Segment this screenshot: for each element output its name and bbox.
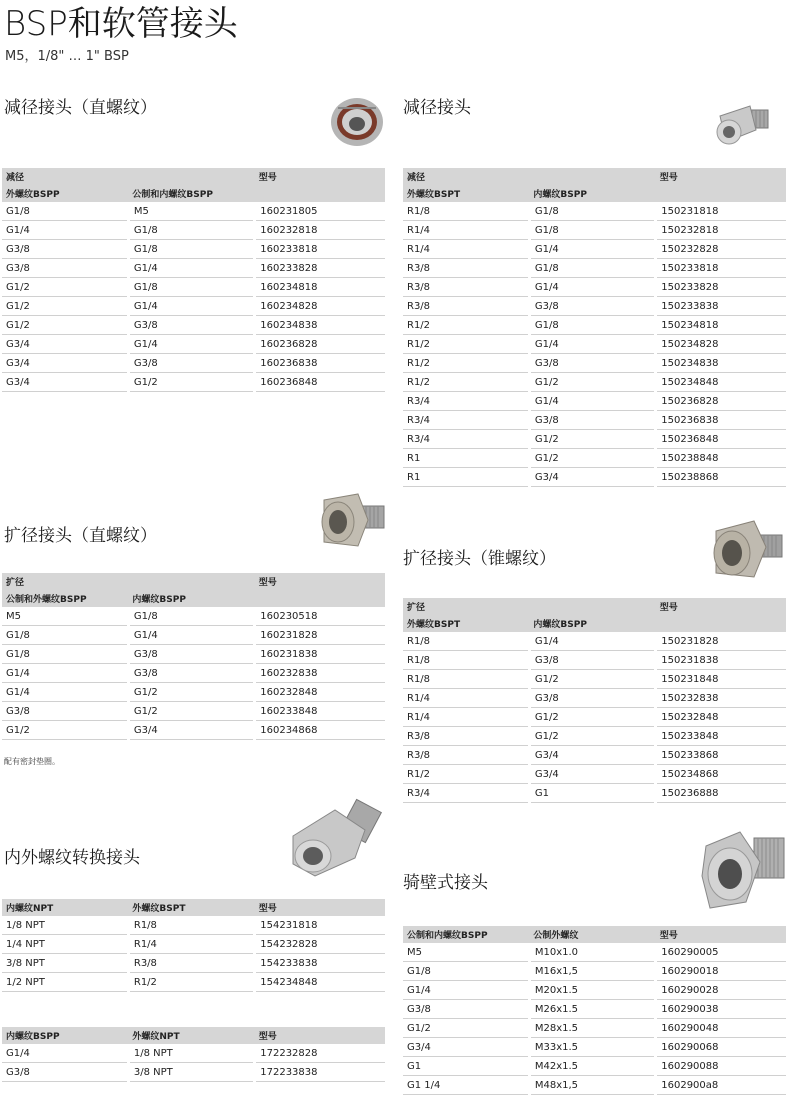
section-title-expander-taper: 扩径接头（锥螺纹）: [403, 549, 556, 569]
column-header-blank: [255, 185, 385, 202]
table-cell: G1/4: [529, 240, 655, 259]
group-header: 扩径: [2, 573, 128, 590]
table-cell: G1: [529, 784, 655, 803]
table-row: [403, 784, 786, 803]
thread-adapter-photo-icon: [285, 796, 385, 882]
table-cell: R3/8: [403, 746, 529, 765]
group-header-blank: [128, 168, 254, 185]
table-cell: 160233818: [255, 240, 385, 259]
table-cell: G1/2: [128, 683, 254, 702]
table-cell: G3/8: [128, 354, 254, 373]
table-cell: R1/2: [403, 765, 529, 784]
table-cell: G1/4: [529, 632, 655, 651]
table-row: [403, 468, 786, 487]
table-cell: 160230518: [255, 607, 385, 626]
table-cell: G3/4: [2, 373, 128, 392]
table-cell: 160290005: [656, 943, 786, 962]
table-row: [403, 962, 786, 981]
table-cell: M42x1.5: [529, 1057, 655, 1076]
reducer-table: [403, 168, 786, 487]
table-cell: 150232838: [656, 689, 786, 708]
model-header: 型号: [255, 573, 385, 590]
table-row: [2, 278, 385, 297]
column-header: 公制和内螺纹BSPP: [128, 185, 254, 202]
table-cell: G1/8: [128, 240, 254, 259]
table-cell: G3/8: [2, 1063, 128, 1082]
table-cell: R1/8: [128, 916, 254, 935]
table-cell: G1/4: [403, 981, 529, 1000]
table-cell: M10x1.0: [529, 943, 655, 962]
table-cell: G3/8: [128, 645, 254, 664]
table-cell: 150231828: [656, 632, 786, 651]
table-cell: G1/2: [2, 721, 128, 740]
table-row: [2, 916, 385, 935]
table-row: [2, 316, 385, 335]
table-cell: 160236838: [255, 354, 385, 373]
table-cell: G1/2: [2, 316, 128, 335]
table-row: [2, 297, 385, 316]
table-cell: G1/4: [529, 278, 655, 297]
table-cell: 1602900a8: [656, 1076, 786, 1095]
table-cell: R3/4: [403, 411, 529, 430]
table-row: [403, 689, 786, 708]
reducer-straight-table: [2, 168, 385, 392]
column-header: 内螺纹NPT: [2, 899, 128, 916]
table-cell: 1/2 NPT: [2, 973, 128, 992]
table-row: [403, 221, 786, 240]
table-cell: 150234868: [656, 765, 786, 784]
table-cell: 160231838: [255, 645, 385, 664]
column-header: 外螺纹BSPT: [403, 615, 529, 632]
seal-note: 配有密封垫圈。: [4, 757, 60, 766]
column-header-blank: [656, 615, 786, 632]
table-cell: 160290018: [656, 962, 786, 981]
table-cell: G1/4: [2, 1044, 128, 1063]
group-header: 扩径: [403, 598, 529, 615]
table-cell: 160290068: [656, 1038, 786, 1057]
table-cell: R3/8: [403, 278, 529, 297]
table-cell: 160232818: [255, 221, 385, 240]
table-cell: 150231848: [656, 670, 786, 689]
column-header: 外螺纹NPT: [128, 1027, 254, 1044]
table-row: [403, 1038, 786, 1057]
table-row: [2, 954, 385, 973]
table-row: [403, 240, 786, 259]
table-cell: G1/8: [2, 626, 128, 645]
table-cell: G1/4: [128, 335, 254, 354]
table-cell: M5: [2, 607, 128, 626]
table-row: [2, 354, 385, 373]
table-cell: G3/8: [529, 411, 655, 430]
table-cell: 160290048: [656, 1019, 786, 1038]
column-header: 内螺纹BSPP: [2, 1027, 128, 1044]
table-cell: M48x1,5: [529, 1076, 655, 1095]
table-cell: R1/2: [403, 316, 529, 335]
table-cell: 160290038: [656, 1000, 786, 1019]
table-cell: G1/4: [529, 392, 655, 411]
table-cell: 150231838: [656, 651, 786, 670]
table-cell: R1/4: [128, 935, 254, 954]
table-cell: G1/2: [2, 278, 128, 297]
table-row: [403, 708, 786, 727]
table-cell: G1/2: [403, 1019, 529, 1038]
table-cell: G1/2: [529, 430, 655, 449]
table-row: [403, 449, 786, 468]
table-row: [2, 202, 385, 221]
column-header: 外螺纹BSPT: [403, 185, 529, 202]
group-header: 减径: [403, 168, 529, 185]
table-row: [403, 1000, 786, 1019]
table-cell: G1/8: [2, 645, 128, 664]
table-cell: G1/8: [403, 962, 529, 981]
column-header: 外螺纹BSPT: [128, 899, 254, 916]
table-cell: 160231805: [255, 202, 385, 221]
table-cell: G3/8: [128, 316, 254, 335]
table-cell: M5: [128, 202, 254, 221]
table-row: [403, 335, 786, 354]
table-cell: G3/8: [403, 1000, 529, 1019]
table-row: [2, 221, 385, 240]
table-cell: G1/2: [128, 702, 254, 721]
table-cell: G1/4: [2, 683, 128, 702]
table-row: [2, 1063, 385, 1082]
table-cell: 160234868: [255, 721, 385, 740]
expander-taper-table: [403, 598, 786, 803]
adapter-table-bspp-npt: [2, 1027, 385, 1082]
table-cell: G1/4: [128, 626, 254, 645]
table-cell: R1/8: [403, 670, 529, 689]
table-cell: 150232828: [656, 240, 786, 259]
group-header-blank: [529, 168, 655, 185]
table-cell: 150233848: [656, 727, 786, 746]
table-cell: 150236828: [656, 392, 786, 411]
table-cell: 160236848: [255, 373, 385, 392]
table-cell: 150236838: [656, 411, 786, 430]
table-row: [403, 430, 786, 449]
column-header: 内螺纹BSPP: [529, 185, 655, 202]
table-row: [2, 683, 385, 702]
table-cell: G1/8: [529, 259, 655, 278]
table-cell: R1/8: [403, 202, 529, 221]
column-header: 型号: [255, 1027, 385, 1044]
table-cell: R1/2: [403, 335, 529, 354]
table-cell: 150233828: [656, 278, 786, 297]
table-cell: G3/4: [2, 335, 128, 354]
table-row: [403, 765, 786, 784]
adapter-table-npt-bspt: [2, 899, 385, 992]
table-row: [2, 259, 385, 278]
table-cell: 160234828: [255, 297, 385, 316]
table-cell: M16x1,5: [529, 962, 655, 981]
column-header-blank: [255, 590, 385, 607]
table-cell: G1/2: [529, 670, 655, 689]
table-cell: G1/8: [529, 202, 655, 221]
table-cell: R3/4: [403, 392, 529, 411]
table-cell: 160232848: [255, 683, 385, 702]
table-cell: 160231828: [255, 626, 385, 645]
table-cell: 150234838: [656, 354, 786, 373]
table-cell: R1/2: [403, 373, 529, 392]
table-cell: R1/4: [403, 240, 529, 259]
table-cell: 160290028: [656, 981, 786, 1000]
table-cell: G3/8: [529, 689, 655, 708]
table-cell: R1/4: [403, 221, 529, 240]
table-row: [2, 1044, 385, 1063]
table-cell: G1/2: [529, 449, 655, 468]
table-cell: G1/4: [2, 664, 128, 683]
table-row: [2, 607, 385, 626]
column-header: 公制和内螺纹BSPP: [403, 926, 529, 943]
table-row: [403, 1076, 786, 1095]
table-cell: G3/4: [529, 746, 655, 765]
table-cell: G3/8: [128, 664, 254, 683]
reducer-taper-photo-icon: [712, 96, 772, 150]
table-cell: 150233818: [656, 259, 786, 278]
table-row: [2, 240, 385, 259]
table-cell: 172232828: [255, 1044, 385, 1063]
table-cell: 160233848: [255, 702, 385, 721]
table-cell: G1/4: [2, 221, 128, 240]
table-cell: 1/4 NPT: [2, 935, 128, 954]
column-header: 内螺纹BSPP: [529, 615, 655, 632]
table-row: [2, 721, 385, 740]
table-cell: 150232818: [656, 221, 786, 240]
table-cell: R3/4: [403, 784, 529, 803]
section-title-bulkhead: 骑壁式接头: [403, 873, 488, 893]
table-cell: G1/4: [128, 259, 254, 278]
table-row: [403, 1057, 786, 1076]
table-cell: R1: [403, 468, 529, 487]
model-header: 型号: [656, 168, 786, 185]
bulkhead-fitting-photo-icon: [700, 822, 790, 916]
table-cell: M5: [403, 943, 529, 962]
table-cell: 150238868: [656, 468, 786, 487]
table-row: [403, 943, 786, 962]
table-cell: G1/4: [529, 335, 655, 354]
table-row: [2, 935, 385, 954]
bulkhead-table: [403, 926, 786, 1095]
page-title: BSP和软管接头: [4, 4, 238, 44]
table-cell: 160290088: [656, 1057, 786, 1076]
column-header: 内螺纹BSPP: [128, 590, 254, 607]
table-cell: 150238848: [656, 449, 786, 468]
table-cell: R1: [403, 449, 529, 468]
table-cell: R3/8: [403, 259, 529, 278]
table-cell: R3/8: [403, 727, 529, 746]
table-row: [403, 278, 786, 297]
table-cell: R1/2: [403, 354, 529, 373]
table-cell: G3/4: [128, 721, 254, 740]
table-row: [403, 373, 786, 392]
table-row: [2, 702, 385, 721]
table-cell: G3/4: [529, 468, 655, 487]
table-row: [403, 746, 786, 765]
table-cell: R1/2: [128, 973, 254, 992]
table-cell: G1/8: [2, 202, 128, 221]
table-row: [2, 626, 385, 645]
expander-fitting-photo-icon: [318, 490, 390, 550]
table-cell: G1/4: [128, 297, 254, 316]
column-header: 外螺纹BSPP: [2, 185, 128, 202]
table-cell: G1/2: [128, 373, 254, 392]
table-row: [2, 373, 385, 392]
table-cell: M33x1.5: [529, 1038, 655, 1057]
table-cell: 150231818: [656, 202, 786, 221]
table-cell: M28x1.5: [529, 1019, 655, 1038]
table-cell: R1/8: [403, 632, 529, 651]
table-cell: M20x1.5: [529, 981, 655, 1000]
column-header-blank: [656, 185, 786, 202]
table-cell: G3/8: [529, 651, 655, 670]
table-cell: G3/4: [403, 1038, 529, 1057]
table-row: [2, 335, 385, 354]
table-cell: 150234818: [656, 316, 786, 335]
table-cell: G3/8: [529, 297, 655, 316]
page-subtitle: M5，1/8" … 1" BSP: [5, 49, 129, 64]
table-cell: G3/8: [2, 702, 128, 721]
table-row: [403, 651, 786, 670]
table-row: [403, 727, 786, 746]
table-cell: 3/8 NPT: [2, 954, 128, 973]
section-title-expander-straight: 扩径接头（直螺纹）: [4, 526, 157, 546]
table-cell: G1 1/4: [403, 1076, 529, 1095]
table-row: [403, 392, 786, 411]
group-header-blank: [529, 598, 655, 615]
table-cell: 150234828: [656, 335, 786, 354]
table-cell: G3/8: [529, 354, 655, 373]
table-cell: G1/2: [529, 727, 655, 746]
table-row: [403, 354, 786, 373]
table-cell: 150233838: [656, 297, 786, 316]
table-row: [403, 670, 786, 689]
table-cell: G3/4: [2, 354, 128, 373]
table-cell: 1/8 NPT: [128, 1044, 254, 1063]
table-cell: G1/8: [128, 607, 254, 626]
table-cell: G1/2: [2, 297, 128, 316]
table-row: [2, 973, 385, 992]
table-cell: 150232848: [656, 708, 786, 727]
group-header: 减径: [2, 168, 128, 185]
table-cell: R3/8: [128, 954, 254, 973]
table-cell: 150234848: [656, 373, 786, 392]
table-cell: 154232828: [255, 935, 385, 954]
table-cell: R3/8: [403, 297, 529, 316]
table-cell: 150233868: [656, 746, 786, 765]
table-row: [403, 316, 786, 335]
section-title-adapter: 内外螺纹转换接头: [4, 848, 140, 868]
table-row: [2, 645, 385, 664]
table-cell: R3/4: [403, 430, 529, 449]
table-cell: M26x1.5: [529, 1000, 655, 1019]
table-cell: 160234838: [255, 316, 385, 335]
table-cell: G1/2: [529, 708, 655, 727]
table-cell: 150236848: [656, 430, 786, 449]
table-cell: G3/8: [2, 259, 128, 278]
table-cell: G1/8: [529, 316, 655, 335]
table-cell: 154234848: [255, 973, 385, 992]
table-cell: G1/8: [529, 221, 655, 240]
table-cell: 3/8 NPT: [128, 1063, 254, 1082]
table-row: [2, 664, 385, 683]
table-cell: 154233838: [255, 954, 385, 973]
group-header-blank: [128, 573, 254, 590]
table-cell: R1/8: [403, 651, 529, 670]
table-cell: G1/8: [128, 221, 254, 240]
column-header: 公制外螺纹: [529, 926, 655, 943]
section-title-reducer-straight: 减径接头（直螺纹）: [4, 98, 157, 118]
table-row: [403, 981, 786, 1000]
column-header: 公制和外螺纹BSPP: [2, 590, 128, 607]
table-cell: R1/4: [403, 689, 529, 708]
table-row: [403, 632, 786, 651]
table-cell: 172233838: [255, 1063, 385, 1082]
table-cell: 150236888: [656, 784, 786, 803]
model-header: 型号: [656, 598, 786, 615]
table-cell: 154231818: [255, 916, 385, 935]
reducer-fitting-photo-icon: [328, 96, 386, 148]
expander-straight-table: [2, 573, 385, 740]
column-header: 型号: [255, 899, 385, 916]
model-header: 型号: [255, 168, 385, 185]
table-cell: 160234818: [255, 278, 385, 297]
table-cell: G3/8: [2, 240, 128, 259]
table-row: [403, 259, 786, 278]
section-title-reducer: 减径接头: [403, 98, 471, 118]
table-cell: 160233828: [255, 259, 385, 278]
table-cell: 1/8 NPT: [2, 916, 128, 935]
table-cell: G1/2: [529, 373, 655, 392]
expander-taper-photo-icon: [710, 517, 786, 583]
table-row: [403, 411, 786, 430]
column-header: 型号: [656, 926, 786, 943]
table-row: [403, 1019, 786, 1038]
table-cell: 160232838: [255, 664, 385, 683]
table-cell: 160236828: [255, 335, 385, 354]
table-row: [403, 297, 786, 316]
table-cell: G1: [403, 1057, 529, 1076]
table-cell: R1/4: [403, 708, 529, 727]
table-cell: G1/8: [128, 278, 254, 297]
table-cell: G3/4: [529, 765, 655, 784]
table-row: [403, 202, 786, 221]
